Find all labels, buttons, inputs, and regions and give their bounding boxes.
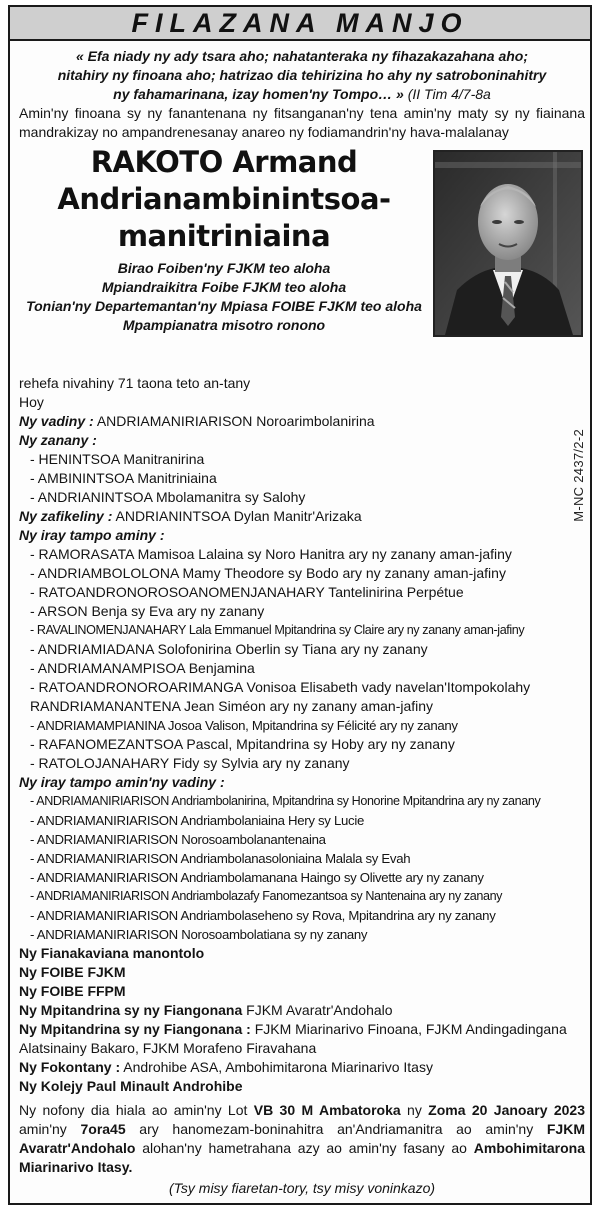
inlaw-item: - ANDRIAMANIRIARISON Andriambolaseheno sy Rova, Mpitandrina ary ny zanany: [30, 908, 496, 923]
side-reference-code: M-NC 2437/2-2: [571, 429, 586, 522]
quote-line: « Efa niady ny ady tsara aho; nahatanteraka ny fihazakazahana aho;: [75, 48, 529, 64]
funeral-text: alohan'ny hametrahana azy ao amin'ny fasany ao: [135, 1140, 474, 1156]
inlaw-item: - ANDRIAMANIRIARISON Andriambolanasoloniaina Malala sy Evah: [30, 851, 411, 866]
quote-reference: (II Tim 4/7-8a: [407, 86, 491, 102]
children-label: Ny zanany :: [19, 432, 97, 448]
child-item: - AMBININTSOA Manitriniaina: [30, 470, 217, 486]
child-item: - HENINTSOA Manitranirina: [30, 451, 205, 467]
inlaw-item: - ANDRIAMANIRIARISON Norosoambolatiana sy ny zanany: [30, 927, 368, 942]
siblings-label: Ny iray tampo aminy :: [19, 527, 165, 543]
sibling-item: - ANDRIAMANAMPISOA Benjamina: [30, 660, 255, 676]
funeral-details: [19, 1101, 585, 1177]
inlaw-item: - ANDRIAMANIRIARISON Andriambolanirina, Mpitandrina sy Honorine Mpitandrina ary ny zanany: [30, 794, 541, 808]
college-line: Ny Kolejy Paul Minault Androhibe: [19, 1078, 243, 1094]
funeral-time: 7ora45: [80, 1121, 126, 1137]
spouse-name: ANDRIAMANIRIARISON Noroarimbolanirina: [96, 413, 375, 429]
age-line: rehefa nivahiny 71 taona teto an-tany: [19, 375, 251, 391]
sibling-item: - RAVALINOMENJANAHARY Lala Emmanuel Mpitandrina sy Claire ary ny zanany aman-jafiny: [30, 623, 525, 637]
sibling-item: - ANDRIAMIADANA Solofonirina Oberlin sy Tiana ary ny zanany: [30, 641, 428, 657]
deceased-name: Andrianambinintsoa-: [57, 182, 391, 216]
sibling-item: RANDRIAMANANTENA Jean Siméon ary ny zanany aman-jafiny: [30, 698, 434, 714]
sibling-item: - RATOANDRONOROARIMANGA Vonisoa Elisabeth vady navelan'Itompokolahy: [30, 679, 531, 695]
title-line: Tonian'ny Departemantan'ny Mpiasa FOIBE FJKM teo aloha: [26, 298, 422, 314]
fokontany-label: Ny Fokontany :: [19, 1059, 121, 1075]
sibling-item: - RATOANDRONOROSOANOMENJANAHARY Tantelinirina Perpétue: [30, 584, 464, 600]
funeral-text: ary hanomezam-boninahitra an'Andriamanitra ao amin'ny: [125, 1121, 547, 1137]
quote-line: ny fahamarinana, izay homen'ny Tompo… »: [113, 86, 404, 102]
sibling-item: - RATOLOJANAHARY Fidy sy Sylvia ary ny zanany: [30, 755, 350, 771]
inlaw-item: - ANDRIAMANIRIARISON Andriambolazafy Fanomezantsoa sy Nantenaina ary ny zanany: [30, 889, 503, 903]
sibling-item: - ANDRIAMBOLOLONA Mamy Theodore sy Bodo ary ny zanany aman-jafiny: [30, 565, 506, 581]
funeral-text: amin'ny: [19, 1121, 81, 1137]
sibling-item: - ANDRIAMAMPIANINA Josoa Valison, Mpitandrina sy Félicité ary ny zanany: [30, 718, 458, 733]
intro-text: Amin'ny finoana sy ny fanantenana ny fitsanganan'ny tena amin'ny maty sy ny fiainana mandrakizay no ampandrenesanay anareo ny fodiamandrin'ny hava-malalanay: [19, 105, 585, 140]
institution-line: Ny Fianakaviana manontolo: [19, 945, 205, 961]
pastors-label: Ny Mpitandrina sy ny Fiangonana :: [19, 1021, 251, 1037]
title-line: Birao Foiben'ny FJKM teo aloha: [117, 260, 331, 276]
obituary-frame: [8, 5, 592, 1205]
quote-line: nitahiry ny finoana aho; hatrizao dia tehirizina ho ahy ny satroboninahitry: [57, 67, 547, 83]
funeral-text: Ny nofony dia hiala ao amin'ny Lot: [19, 1102, 254, 1118]
page-title: FILAZANA MANJO: [10, 7, 590, 41]
sibling-item: - ARSON Benja sy Eva ary ny zanany: [30, 603, 265, 619]
fokontany-value: Androhibe ASA, Ambohimitarona Miarinarivo Itasy: [123, 1059, 433, 1075]
institution-line: Ny FOIBE FFPM: [19, 983, 126, 999]
pastors-churches: FJKM Miarinarivo Finoana, FJKM Andingadingana: [254, 1021, 567, 1037]
inlaw-item: - ANDRIAMANIRIARISON Andriambolamanana Haingo sy Olivette ary ny zanany: [30, 870, 484, 885]
funeral-text: ny: [400, 1102, 429, 1118]
spouse-label: Ny vadiny :: [19, 413, 94, 429]
pastors-churches-cont: Alatsinainy Bakaro, FJKM Morafeno Firavahana: [19, 1040, 317, 1056]
title-line: Mpiandraikitra Foibe FJKM teo aloha: [101, 279, 347, 295]
closing-note: (Tsy misy fiaretan-tory, tsy misy voninkazo): [168, 1180, 436, 1196]
sibling-item: - RAFANOMEZANTSOA Pascal, Mpitandrina sy Hoby ary ny zanany: [30, 736, 455, 752]
funeral-date: Zoma 20 Janoary 2023: [428, 1102, 585, 1118]
funeral-lot: VB 30 M Ambatoroka: [253, 1102, 401, 1118]
funeral-place: Ambohimitarona Miarinarivo Itasy.: [19, 1140, 585, 1175]
deceased-titles: [19, 259, 429, 335]
pastors-church: FJKM Avaratr'Andohalo: [246, 1002, 393, 1018]
inlaws-label: Ny iray tampo amin'ny vadiny :: [19, 774, 225, 790]
deceased-block: [19, 142, 585, 374]
funeral-church: FJKM Avaratr'Andohalo: [19, 1121, 585, 1156]
sibling-item: - RAMORASATA Mamisoa Lalaina sy Noro Hanitra ary ny zanany aman-jafiny: [30, 546, 512, 562]
bible-quote: [19, 47, 585, 104]
child-item: - ANDRIANINTSOA Mbolamanitra sy Salohy: [30, 489, 306, 505]
pastors-label: Ny Mpitandrina sy ny Fiangonana: [19, 1002, 243, 1018]
title-line: Mpampianatra misotro ronono: [122, 317, 326, 333]
grandchild-label: Ny zafikeliny :: [19, 508, 113, 524]
inlaw-item: - ANDRIAMANIRIARISON Andriambolaniaina Hery sy Lucie: [30, 813, 364, 828]
hoy-line: Hoy: [19, 394, 44, 410]
institution-line: Ny FOIBE FJKM: [19, 964, 126, 980]
deceased-name: manitriniaina: [117, 219, 331, 253]
obituary-body: [19, 47, 585, 1198]
deceased-name: RAKOTO Armand: [90, 145, 358, 179]
portrait-image: [435, 152, 581, 335]
grandchild-name: ANDRIANINTSOA Dylan Manitr'Arizaka: [115, 508, 362, 524]
inlaw-item: - ANDRIAMANIRIARISON Norosoambolanantenaina: [30, 832, 326, 847]
portrait-photo: [433, 150, 583, 337]
